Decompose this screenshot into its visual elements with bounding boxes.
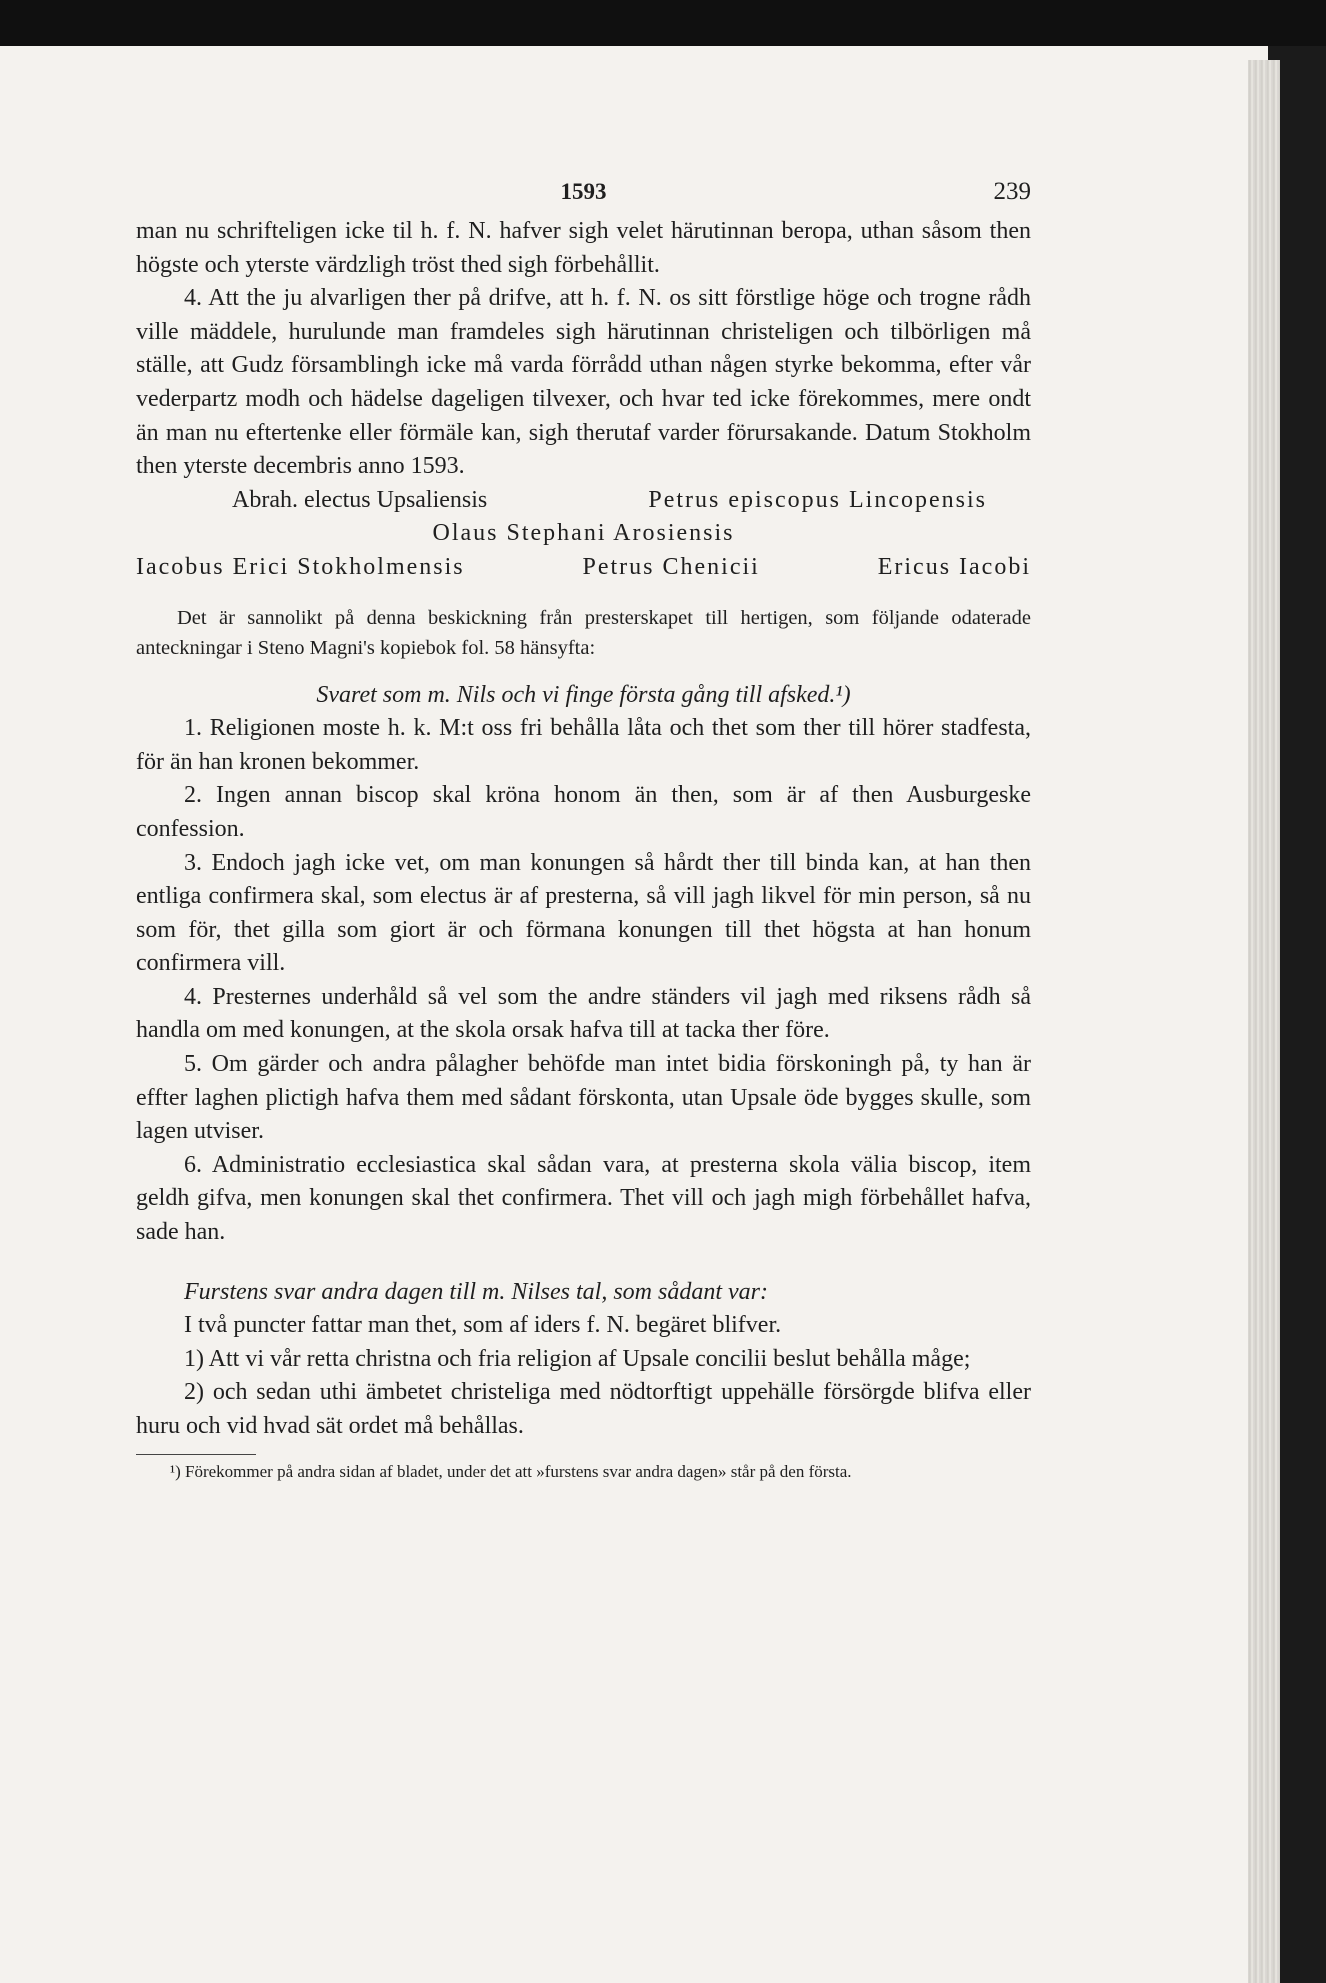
- footnote: ¹) Förekommer på andra sidan af bladet, under det att »furstens svar andra dagen» står på den första.: [170, 1461, 852, 1481]
- list-item: 5. Om gärder och andra pålagher behöfde man intet bidia förskoningh på, ty han är effter laghen plictigh hafva them med sådant förskonta, utan Upsale öde bygges skulle, som lagen utviser.: [136, 1051, 1031, 1145]
- list-item: 3. Endoch jagh icke vet, om man konungen så hårdt ther till binda kan, at han then entliga confirmera skal, som electus är af presterna, så vill jagh likvel för min person, så nu som för, thet gilla som giort är och förmana konungen till thet högsta at han honum confirmera vill.: [136, 849, 1031, 977]
- signature: Iacobus Erici Stokholmensis: [136, 553, 465, 580]
- list-item: 6. Administratio ecclesiastica skal sådan vara, at presterna skola välia biscop, item geldh gifva, men konungen skal thet confirmera. Thet vill och jagh migh förbehållet hafva, sade han.: [136, 1151, 1031, 1246]
- editorial-note: Det är sannolikt på denna beskickning från presterskapet till hertigen, som följande odaterade anteckningar i Steno Magni's kopiebok fol. 58 hänsyfta:: [136, 606, 1031, 659]
- header-year: 1593: [560, 179, 607, 204]
- page-text: [136, 175, 1031, 1484]
- signature: Ericus Iacobi: [877, 553, 1031, 580]
- list-item: 2. Ingen annan biscop skal kröna honom än then, som är af then Ausburgeske confession.: [136, 782, 1031, 842]
- running-header: [136, 175, 1031, 215]
- paragraph: man nu schrifteligen icke til h. f. N. hafver sigh velet härutinnan beropa, uthan såsom then högste och yterste värdzligh tröst thed sigh förbehållit.: [136, 218, 1031, 278]
- scan-border: [0, 0, 1326, 46]
- signature-row: [136, 551, 1031, 585]
- signature: Petrus episcopus Lincopensis: [648, 486, 987, 513]
- paragraph: 1) Att vi vår retta christna och fria religion af Upsale concilii beslut behålla måge;: [184, 1345, 971, 1372]
- signature: Olaus Stephani Arosiensis: [432, 520, 735, 547]
- page-number: 239: [993, 178, 1031, 205]
- signature: Petrus Chenicii: [582, 553, 760, 580]
- footnote-divider: [136, 1454, 256, 1455]
- paragraph: I två puncter fattar man thet, som af iders f. N. begäret blifver.: [184, 1312, 782, 1339]
- section-heading: Svaret som m. Nils och vi finge första gång till afsked.¹): [316, 681, 851, 708]
- list-item: 1. Religionen moste h. k. M:t oss fri behålla låta och thet som ther till hörer stadfesta, för än han kronen bekommer.: [136, 715, 1031, 775]
- paragraph: 2) och sedan uthi ämbetet christeliga med nödtorftigt uppehälle försörgde blifva eller huru och vid hvad sät ordet må behållas.: [136, 1379, 1031, 1439]
- list-item: 4. Presternes underhåld så vel som the andre ständers vil jagh med riksens rådh så handla om med konungen, at the skola orsak hafva till at tacka ther före.: [136, 983, 1031, 1044]
- signature-row: [136, 484, 1031, 518]
- section-heading: Furstens svar andra dagen till m. Nilses tal, som sådant var:: [184, 1278, 769, 1305]
- page-edge: [1248, 60, 1280, 1983]
- signature: Abrah. electus Upsaliensis: [232, 486, 488, 513]
- paragraph: 4. Att the ju alvarligen ther på drifve, att h. f. N. os sitt förstlige höge och trogne rådh ville mäddele, hurulunde man framdeles sigh härutinnan christeligen och tilbörligen må ställe, att Gudz församblingh icke må varda förrådd uthan någen styrke bekomma, efter vår vederpartz modh och hädelse dageligen tilvexer, och hvar ted icke förekommes, mere ondt än man nu eftertenke eller förmäle kan, sigh therutaf varder förursakande. Datum Stokholm then yterste decembris anno 1593.: [136, 285, 1031, 480]
